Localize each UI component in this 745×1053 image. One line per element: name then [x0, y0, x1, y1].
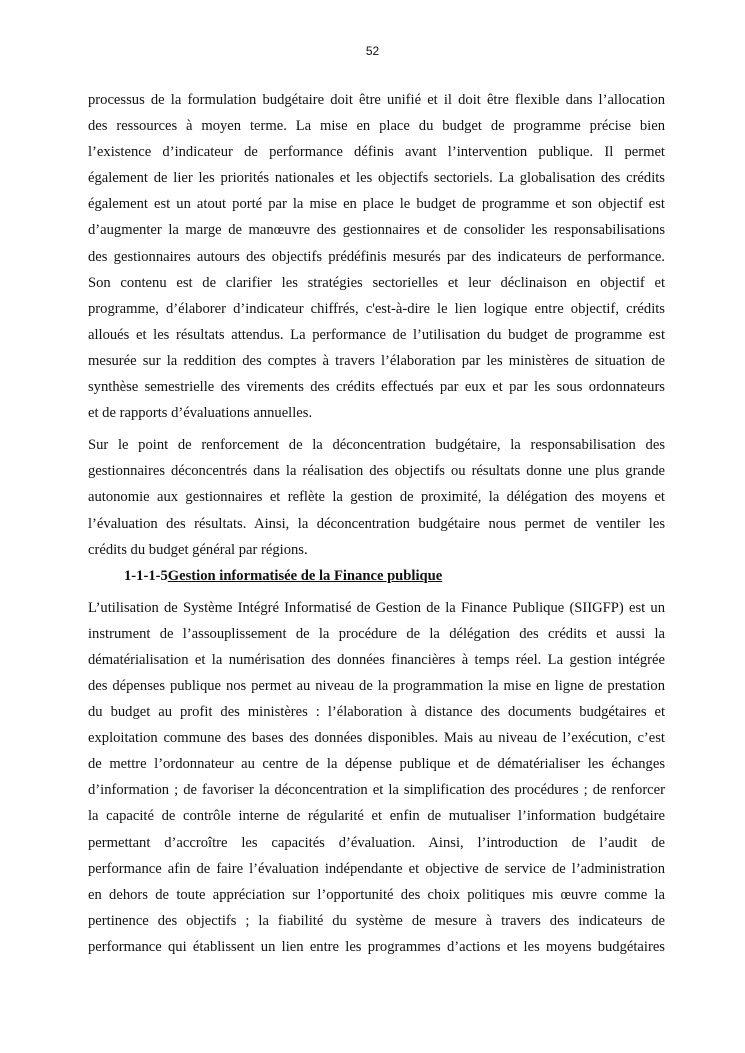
text-line: des dépenses publique nos permet au niveau de la programmation la mise en ligne de prestation	[88, 677, 665, 694]
text-line: d’information ; de favoriser la déconcentration et la simplification des procédures ; de renforcer	[88, 782, 665, 799]
text-line: de mettre l’ordonnateur au centre de la dépense publique et de dématérialiser les échanges	[88, 756, 665, 773]
section-title: Gestion informatisée de la Finance publique	[167, 567, 443, 584]
text-line: performance qui établissent un lien entre les programmes d’actions et les moyens budgétaires	[88, 938, 665, 955]
text-line: gestionnaires déconcentrés dans la réalisation des objectifs ou résultats donne une plus grande	[88, 463, 665, 480]
text-line: dématérialisation et la numérisation des données financières à temps réel. La gestion intégrée	[88, 651, 665, 668]
text-line: crédits du budget général par régions.	[88, 541, 308, 558]
text-line: des gestionnaires autours des objectifs prédéfinis mesurés par des indicateurs de performance.	[88, 248, 665, 265]
text-line: en dehors de toute appréciation sur l’opportunité des choix politiques mis œuvre comme la	[88, 886, 665, 903]
text-line: Son contenu est de clarifier les stratégies sectorielles et leur déclinaison en objectif et	[88, 274, 665, 291]
text-line: synthèse semestrielle des virements des crédits effectués par eux et par les sous ordonnateurs	[88, 379, 665, 396]
text-line: et de rapports d’évaluations annuelles.	[88, 405, 313, 422]
text-line: autonomie aux gestionnaires et reflète la gestion de proximité, la délégation des moyens et	[88, 489, 665, 506]
paragraph-1	[88, 89, 665, 428]
text-line: du budget au profit des ministères : l’élaboration à distance des documents budgétaires et	[88, 704, 665, 721]
text-line: également est un atout porté par la mise en place le budget de programme et son objectif est	[88, 196, 665, 213]
text-line: exploitation commune des bases des données disponibles. Mais au niveau de l’exécution, c’est	[88, 730, 665, 747]
text-line: Sur le point de renforcement de la déconcentration budgétaire, la responsabilisation des	[88, 437, 665, 454]
paragraph-2	[88, 434, 665, 564]
text-line: la capacité de contrôle interne de régularité et enfin de mutualiser l’information budgétaire	[88, 808, 665, 825]
text-line: instrument de l’assouplissement de la procédure de la délégation des crédits et aussi la	[88, 625, 665, 642]
paragraph-3	[88, 597, 665, 962]
text-line: des ressources à moyen terme. La mise en place du budget de programme précise bien	[88, 118, 665, 135]
text-line: permettant d’accroître les capacités d’évaluation. Ainsi, l’introduction de l’audit de	[88, 834, 665, 851]
section-number: 1-1-1-5	[124, 567, 168, 584]
document-body	[88, 89, 665, 962]
text-line: programme, d’élaborer d’indicateur chiffrés, c'est-à-dire le lien logique entre objectif, crédits	[88, 300, 665, 317]
section-heading	[88, 565, 665, 591]
text-line: pertinence des objectifs ; la fiabilité du système de mesure à travers des indicateurs de	[88, 912, 665, 929]
text-line: l’existence d’indicateur de performance définis avant l’intervention publique. Il permet	[88, 144, 665, 161]
text-line: processus de la formulation budgétaire doit être unifié et il doit être flexible dans l’allocation	[88, 92, 665, 108]
text-line: également de lier les priorités nationales et les objectifs sectoriels. La globalisation des crédits	[88, 170, 665, 187]
page-number: 52	[365, 44, 380, 58]
text-line: mesurée sur la reddition des comptes à travers l’élaboration par les ministères de situation de	[88, 352, 665, 369]
text-line: alloués et les résultats attendus. La performance de l’utilisation du budget de programme est	[88, 326, 665, 343]
text-line: l’évaluation des résultats. Ainsi, la déconcentration budgétaire nous permet de ventiler les	[88, 515, 665, 532]
text-line: performance afin de faire l’évaluation indépendante et objective de service de l’administration	[88, 860, 665, 877]
text-line: d’augmenter la marge de manœuvre des gestionnaires et de consolider les responsabilisations	[88, 222, 665, 239]
text-line: L’utilisation de Système Intégré Informatisé de Gestion de la Finance Publique (SIIGFP) est un	[88, 599, 665, 616]
